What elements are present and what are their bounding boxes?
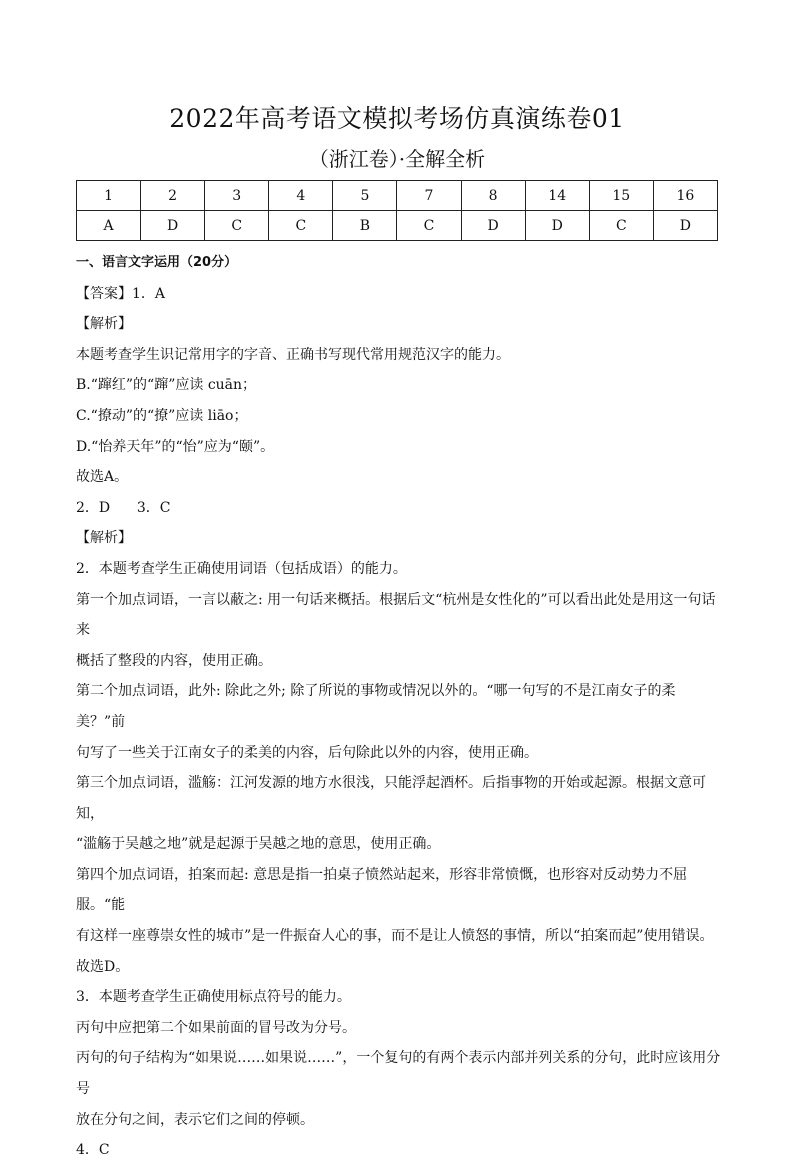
body-paragraph: D.“怡养天年”的“怡”应为“颐”。 [76, 438, 275, 455]
answer-line: 2．D 3．C [76, 499, 171, 516]
body-paragraph: 3．本题考查学生正确使用标点符号的能力。 [76, 989, 351, 1006]
analysis-heading: 【解析】 [76, 316, 132, 333]
document-title: 2022年高考语文模拟考场仿真演练卷01 [169, 104, 625, 133]
answer-cell: C [205, 211, 269, 241]
document-body [76, 248, 724, 1166]
analysis-heading: 【解析】 [76, 530, 132, 547]
answer-line: 4．C [76, 1142, 110, 1159]
answer-cell: C [269, 211, 333, 241]
answer-cell: D [525, 211, 589, 241]
question-number-cell: 1 [77, 181, 141, 211]
question-number-cell: 4 [269, 181, 333, 211]
question-number-cell: 8 [461, 181, 525, 211]
answer-line: 【答案】1．A [76, 285, 166, 302]
body-paragraph: 丙句中应把第二个如果前面的冒号改为分号。 [76, 1019, 356, 1036]
body-paragraph: 本题考查学生识记常用字的字音、正确书写现代常用规范汉字的能力。 [76, 346, 510, 363]
body-paragraph: 丙句的句子结构为“如果说……如果说……”，一个复句的有两个表示内部并列关系的分句，此时应该用分号 [76, 1050, 721, 1098]
question-number-cell: 14 [525, 181, 589, 211]
question-number-cell: 3 [205, 181, 269, 211]
question-number-cell: 2 [141, 181, 205, 211]
question-number-cell: 16 [653, 181, 717, 211]
body-paragraph: 有这样一座尊崇女性的城市”是一件振奋人心的事，而不是让人愤怒的事情，所以“拍案而起”使用错误。 [76, 928, 714, 945]
question-number-cell: 7 [397, 181, 461, 211]
answer-cell: A [77, 211, 141, 241]
body-paragraph: 故选A。 [76, 469, 129, 486]
answer-cell: C [589, 211, 653, 241]
body-paragraph: 2．本题考查学生正确使用词语（包括成语）的能力。 [76, 560, 407, 577]
body-paragraph: 第三个加点词语，滥觞：江河发源的地方水很浅，只能浮起酒杯。后指事物的开始或起源。根据文意可知， [76, 775, 706, 822]
body-paragraph: B.“蹿红”的“蹿”应读 cuān； [76, 377, 257, 394]
answer-cell: B [333, 211, 397, 241]
body-paragraph: 第一个加点词语，一言以蔽之: 用一句话来概括。根据后文“杭州是女性化的”可以看出此处是用这一句话来 [76, 591, 716, 639]
answer-table-question-row [77, 181, 718, 211]
body-paragraph: 故选D。 [76, 958, 130, 975]
body-paragraph: 概括了整段的内容，使用正确。 [76, 652, 272, 669]
body-paragraph: C.“撩动”的“撩”应读 liāo； [76, 407, 248, 424]
answer-cell: D [141, 211, 205, 241]
body-paragraph: 第四个加点词语，拍案而起: 意思是指一拍桌子愤然站起来，形容非常愤慨，也形容对反动势力不屈服。“能 [76, 866, 688, 914]
question-number-cell: 15 [589, 181, 653, 211]
answer-table [76, 180, 718, 241]
answer-cell: D [653, 211, 717, 241]
answer-cell: D [461, 211, 525, 241]
question-number-cell: 5 [333, 181, 397, 211]
body-paragraph: 放在分句之间，表示它们之间的停顿。 [76, 1111, 314, 1128]
body-paragraph: 句写了一些关于江南女子的柔美的内容，后句除此以外的内容，使用正确。 [76, 744, 538, 761]
section-heading: 一、语言文字运用（20分） [76, 255, 238, 270]
answer-cell: C [397, 211, 461, 241]
body-paragraph: 第二个加点词语，此外: 除此之外; 除了所说的事物或情况以外的。“哪一句写的不是江南女子的柔美？”前 [76, 683, 676, 730]
answer-table-answer-row [77, 211, 718, 241]
body-paragraph: “滥觞于吴越之地”就是起源于吴越之地的意思，使用正确。 [76, 836, 441, 853]
document-subtitle: （浙江卷）·全解全析 [308, 147, 486, 171]
